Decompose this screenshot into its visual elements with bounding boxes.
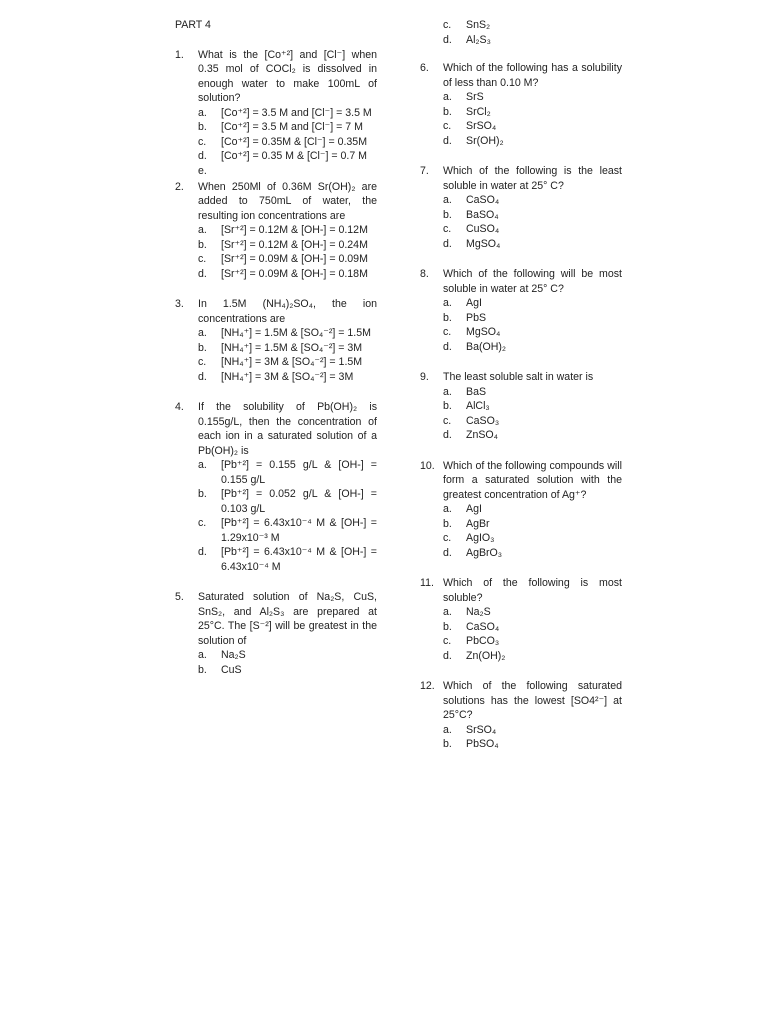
option-text: CuSO₄: [466, 223, 500, 235]
option-letter: c.: [198, 356, 207, 368]
question-number: 3.: [175, 298, 184, 310]
answer-option: [420, 531, 622, 546]
option-text: [Sr⁺²] = 0.12M & [OH-] = 0.24M: [221, 238, 368, 251]
answer-option: [175, 267, 377, 282]
answer-option: [420, 119, 622, 134]
question-number: 10.: [420, 459, 435, 472]
answer-option: [175, 663, 377, 678]
option-list: [420, 605, 622, 663]
answer-option: [420, 620, 622, 635]
option-text: AgBr: [466, 517, 490, 530]
answer-option: [420, 385, 622, 400]
option-text: [Co⁺²] = 0.35 M & [Cl⁻] = 0.7 M: [221, 150, 368, 162]
answer-option: [175, 223, 377, 238]
option-letter: c.: [443, 414, 452, 427]
question-text: When 250Ml of 0.36M Sr(OH)₂ are added to 750mL of water, the resulting ion concentrations are: [198, 180, 377, 222]
option-letter: d.: [443, 237, 452, 250]
answer-option: [420, 193, 622, 208]
option-text: [NH₄⁺] = 3M & [SO₄⁻²] = 1.5M: [221, 356, 363, 368]
option-text: SrS: [466, 91, 484, 103]
option-letter: d.: [443, 134, 452, 147]
option-list: [175, 106, 377, 177]
question-number: 9.: [420, 371, 429, 383]
option-text: [Pb⁺²] = 6.43x10⁻⁴ M & [OH-] = 1.29x10⁻³ M: [221, 517, 377, 544]
option-letter: c.: [198, 253, 207, 265]
answer-option: [175, 252, 377, 267]
right-question-list: [420, 61, 622, 752]
option-letter: d.: [198, 546, 207, 558]
option-list: [420, 723, 622, 752]
question-number: 5.: [175, 591, 184, 603]
answer-option: [175, 648, 377, 663]
option-letter: c.: [443, 223, 452, 235]
option-text: Na₂S: [466, 606, 491, 618]
answer-option: [420, 296, 622, 311]
answer-option: [420, 428, 622, 443]
option-text: AgI: [466, 297, 482, 309]
option-text: Ba(OH)₂: [466, 340, 507, 353]
option-letter: a.: [198, 459, 207, 471]
option-text: [NH₄⁺] = 1.5M & [SO₄⁻²] = 1.5M: [221, 327, 371, 339]
option-text: PbS: [466, 311, 487, 324]
question: [175, 400, 377, 574]
answer-option: [420, 208, 622, 223]
question-stem: [420, 164, 622, 193]
option-text: AlCl₃: [466, 400, 490, 412]
left-column: [175, 18, 377, 693]
option-letter: a.: [443, 385, 452, 398]
option-list: [175, 648, 377, 677]
question-text: Which of the following is most soluble?: [443, 577, 622, 604]
option-list: [420, 296, 622, 354]
option-letter: b.: [198, 341, 207, 354]
question-number: 1.: [175, 48, 184, 61]
option-letter: a.: [443, 91, 452, 103]
option-letter: e.: [198, 164, 207, 177]
question-text: Saturated solution of Na₂S, CuS, SnS₂, and Al₂S₃ are prepared at 25°C. The [S⁻²] will be greatest in the solution of: [198, 591, 377, 647]
option-list: [420, 18, 622, 47]
option-letter: d.: [198, 370, 207, 383]
question: [420, 61, 622, 148]
option-letter: c.: [198, 517, 207, 529]
option-text: Zn(OH)₂: [466, 649, 506, 662]
option-text: CuS: [221, 663, 242, 676]
question-stem: [175, 590, 377, 648]
option-text: CaSO₄: [466, 194, 500, 206]
question-stem: [175, 400, 377, 458]
question: [175, 297, 377, 384]
option-letter: d.: [443, 340, 452, 353]
option-letter: c.: [443, 120, 452, 132]
option-text: [NH₄⁺] = 1.5M & [SO₄⁻²] = 3M: [221, 341, 363, 354]
option-text: Sr(OH)₂: [466, 134, 504, 147]
option-text: CaSO₃: [466, 414, 500, 427]
option-text: [Pb⁺²] = 0.052 g/L & [OH-] = 0.103 g/L: [221, 488, 377, 515]
option-letter: a.: [198, 327, 207, 339]
option-letter: c.: [198, 135, 207, 148]
option-text: SrSO₄: [466, 120, 497, 132]
question-number: 7.: [420, 165, 429, 177]
question-5-continuation: [420, 18, 622, 47]
option-letter: b.: [443, 311, 452, 324]
question-number: 6.: [420, 62, 429, 74]
question-number: 4.: [175, 401, 184, 413]
option-list: [420, 502, 622, 560]
question-stem: [420, 459, 622, 503]
answer-option: [175, 120, 377, 135]
question-text: In 1.5M (NH₄)₂SO₄, the ion concentrations are: [198, 298, 377, 325]
answer-option: [175, 487, 377, 516]
option-text: Al₂S₃: [466, 33, 491, 46]
option-text: MgSO₄: [466, 326, 501, 338]
option-text: [Sr⁺²] = 0.09M & [OH-] = 0.09M: [221, 253, 368, 265]
answer-option: [175, 545, 377, 574]
question: [420, 679, 622, 752]
question-number: 8.: [420, 268, 429, 280]
question: [420, 267, 622, 354]
option-letter: c.: [443, 326, 452, 338]
question: [420, 459, 622, 561]
answer-option: [175, 516, 377, 545]
question-number: 12.: [420, 680, 435, 692]
answer-option: [175, 458, 377, 487]
option-text: SnS₂: [466, 19, 491, 31]
question-text: Which of the following will be most soluble in water at 25° C?: [443, 268, 622, 295]
option-letter: b.: [443, 400, 452, 412]
option-letter: a.: [198, 649, 207, 661]
answer-option: [420, 546, 622, 561]
question-text: Which of the following has a solubility of less than 0.10 M?: [443, 62, 622, 89]
option-list: [175, 326, 377, 384]
option-letter: c.: [443, 532, 452, 544]
option-letter: a.: [198, 224, 207, 236]
option-text: SrSO₄: [466, 723, 497, 736]
answer-option: [420, 311, 622, 326]
answer-option: [420, 222, 622, 237]
question-stem: [175, 297, 377, 326]
option-text: [Sr⁺²] = 0.09M & [OH-] = 0.18M: [221, 267, 368, 280]
answer-option: [420, 399, 622, 414]
option-text: AgI: [466, 503, 482, 515]
question-stem: [420, 679, 622, 723]
option-letter: b.: [198, 663, 207, 676]
question-number: 11.: [420, 577, 434, 589]
answer-option: [420, 634, 622, 649]
answer-option: [175, 238, 377, 253]
part-title: PART 4: [175, 19, 211, 31]
option-list: [175, 458, 377, 574]
option-letter: d.: [443, 33, 452, 46]
option-text: [Co⁺²] = 0.35M & [Cl⁻] = 0.35M: [221, 135, 368, 148]
option-text: CaSO₄: [466, 620, 500, 633]
question: [420, 576, 622, 663]
option-letter: a.: [443, 723, 452, 736]
answer-option: [175, 149, 377, 164]
right-column: [420, 18, 622, 768]
answer-option: [420, 723, 622, 738]
option-letter: b.: [443, 517, 452, 530]
answer-option: [420, 325, 622, 340]
option-text: [Co⁺²] = 3.5 M and [Cl⁻] = 3.5 M: [221, 106, 372, 119]
answer-option: [420, 105, 622, 120]
option-text: AgBrO₃: [466, 546, 503, 559]
option-letter: a.: [443, 606, 452, 618]
answer-option: [420, 340, 622, 355]
option-text: MgSO₄: [466, 237, 501, 250]
answer-option: [420, 502, 622, 517]
answer-option: [420, 90, 622, 105]
option-letter: d.: [443, 546, 452, 559]
option-letter: d.: [443, 429, 452, 441]
answer-option: [420, 18, 622, 33]
option-text: [Pb⁺²] = 0.155 g/L & [OH-] = 0.155 g/L: [221, 459, 377, 486]
answer-option: [175, 135, 377, 150]
question-stem: [175, 48, 377, 106]
option-list: [420, 385, 622, 443]
left-question-list: [175, 48, 377, 678]
option-text: PbCO₃: [466, 635, 500, 647]
option-letter: c.: [443, 19, 452, 31]
option-letter: c.: [443, 635, 452, 647]
option-text: BaS: [466, 385, 487, 398]
question: [175, 48, 377, 177]
question-stem: [175, 180, 377, 224]
question-text: Which of the following is the least soluble in water at 25° C?: [443, 165, 622, 192]
answer-option: [175, 341, 377, 356]
option-text: [Sr⁺²] = 0.12M & [OH-] = 0.12M: [221, 224, 368, 236]
answer-option: [420, 33, 622, 48]
option-text: [Co⁺²] = 3.5 M and [Cl⁻] = 7 M: [221, 121, 363, 133]
option-letter: b.: [443, 105, 452, 118]
question-stem: [420, 370, 622, 385]
option-letter: b.: [198, 121, 207, 133]
option-letter: d.: [198, 150, 207, 162]
option-letter: b.: [443, 620, 452, 633]
option-letter: d.: [443, 649, 452, 662]
answer-option: [175, 326, 377, 341]
question-stem: [420, 61, 622, 90]
answer-option: [420, 414, 622, 429]
answer-option: [175, 355, 377, 370]
question: [420, 370, 622, 443]
answer-option: [420, 134, 622, 149]
answer-option: [175, 106, 377, 121]
answer-option: [420, 737, 622, 752]
question-stem: [420, 576, 622, 605]
answer-option: [420, 649, 622, 664]
option-text: Na₂S: [221, 649, 246, 661]
question-text: Which of the following compounds will form a saturated solution with the greatest concentration of Ag⁺?: [443, 459, 622, 501]
question-number: 2.: [175, 180, 184, 193]
option-text: [NH₄⁺] = 3M & [SO₄⁻²] = 3M: [221, 370, 354, 383]
option-letter: b.: [198, 488, 207, 500]
question: [175, 590, 377, 677]
option-list: [175, 223, 377, 281]
question-text: Which of the following saturated solutions has the lowest [SO4²⁻] at 25°C?: [443, 680, 622, 721]
question: [420, 164, 622, 251]
option-letter: b.: [198, 238, 207, 251]
question-text: The least soluble salt in water is: [443, 371, 594, 383]
option-letter: b.: [443, 738, 452, 750]
question-stem: [420, 267, 622, 296]
option-text: SrCl₂: [466, 105, 491, 118]
option-list: [420, 193, 622, 251]
option-list: [420, 90, 622, 148]
answer-option: [420, 237, 622, 252]
option-letter: a.: [443, 503, 452, 515]
option-letter: a.: [443, 194, 452, 206]
question-text: What is the [Co⁺²] and [Cl⁻] when 0.35 mol of COCl₂ is dissolved in enough water to make 100mL of solution?: [198, 48, 377, 104]
option-letter: d.: [198, 267, 207, 280]
option-text: AgIO₃: [466, 532, 495, 544]
option-letter: b.: [443, 208, 452, 221]
option-text: PbSO₄: [466, 738, 499, 750]
option-letter: a.: [443, 297, 452, 309]
option-text: ZnSO₄: [466, 429, 498, 441]
option-text: BaSO₄: [466, 208, 499, 221]
answer-option: [175, 370, 377, 385]
option-text: [Pb⁺²] = 6.43x10⁻⁴ M & [OH-] = 6.43x10⁻⁴ M: [221, 546, 377, 573]
question: [175, 180, 377, 282]
answer-option: [420, 517, 622, 532]
answer-option: [420, 605, 622, 620]
question-text: If the solubility of Pb(OH)₂ is 0.155g/L, then the concentration of each ion in a saturated solution of a Pb(OH)₂ is: [198, 401, 377, 457]
option-letter: a.: [198, 106, 207, 119]
